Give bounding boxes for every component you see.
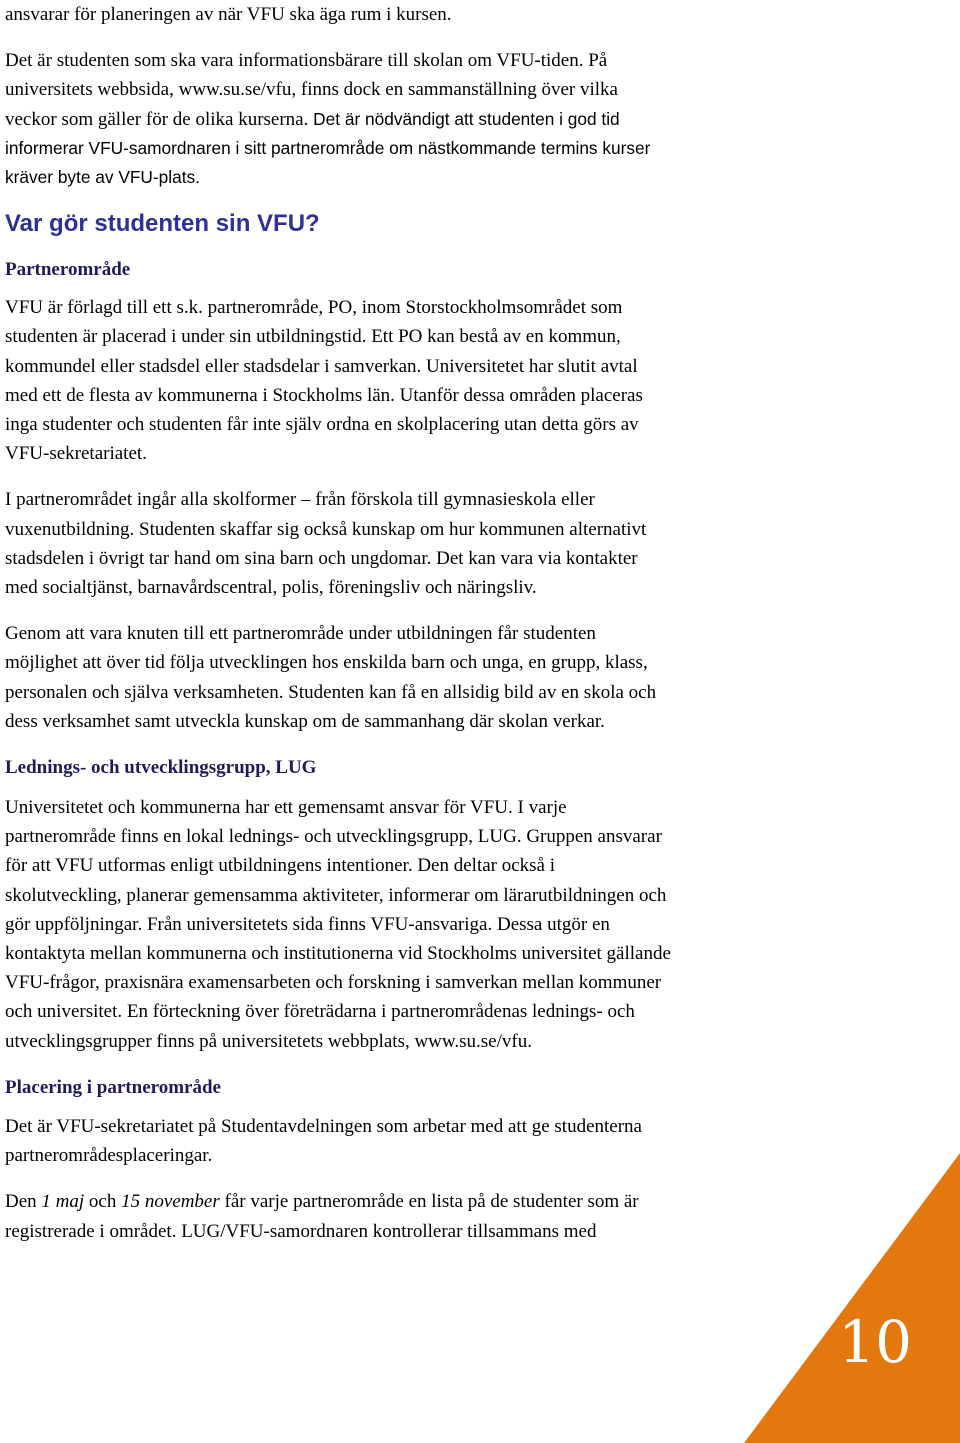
text-line: skolutveckling, planerar gemensamma aktiviteter, informerar om lärarutbildningen och bbox=[5, 884, 667, 906]
text-run: får varje partnerområde en lista på de studenter som är bbox=[219, 1191, 639, 1213]
section-heading: Var gör studenten sin VFU? bbox=[5, 210, 320, 238]
text-line bbox=[5, 105, 745, 134]
text-line: universitets webbsida, www.su.se/vfu, finns dock en sammanställning över vilka bbox=[5, 79, 618, 101]
text-line: möjlighet att över tid följa utvecklingen hos enskilda barn och unga, en grupp, klass, bbox=[5, 652, 648, 674]
text-line: kommundel eller stadsdel eller stadsdelar i samverkan. Universitetet har slutit avtal bbox=[5, 355, 638, 377]
text-line: VFU-frågor, praxisnära examensarbeten och forskning i samverkan mellan kommuner bbox=[5, 972, 662, 994]
text-line: studenten är placerad i under sin utbildningstid. Ett PO kan bestå av en kommun, bbox=[5, 326, 621, 348]
text-line: kontaktyta mellan kommunerna och institutionerna vid Stockholms universitet gällande bbox=[5, 943, 671, 965]
text-line: dess verksamhet samt utveckla kunskap om de sammanhang där skolan verkar. bbox=[5, 710, 605, 732]
paragraph-placering-2 bbox=[5, 1187, 745, 1245]
paragraph-partner-1 bbox=[5, 293, 745, 468]
date-november: 15 november bbox=[121, 1191, 220, 1213]
text-line: Det är studenten som ska vara informationsbärare till skolan om VFU-tiden. På bbox=[5, 50, 608, 72]
corner-triangle-icon bbox=[744, 1153, 960, 1443]
text-line: inga studenter och studenten får inte själv ordna en skolplacering utan detta görs av bbox=[5, 414, 639, 436]
paragraph-vfu-info bbox=[5, 46, 745, 192]
document-page bbox=[5, 0, 745, 1246]
text-line bbox=[5, 1187, 745, 1216]
subheading-placering: Placering i partnerområde bbox=[5, 1076, 221, 1098]
text-line: Det är VFU-sekretariatet på Studentavdelningen som arbetar med att ge studenterna bbox=[5, 1115, 642, 1137]
paragraph-placering-1 bbox=[5, 1112, 745, 1170]
text-line: partnerområde finns en lokal lednings- och utvecklingsgrupp, LUG. Gruppen ansvarar bbox=[5, 826, 662, 848]
text-run-sans: Det är nödvändigt att studenten i god tid bbox=[308, 108, 620, 129]
text-line: vuxenutbildning. Studenten skaffar sig också kunskap om hur kommunen alternativt bbox=[5, 518, 647, 540]
page-corner-decoration bbox=[744, 1153, 960, 1443]
text-line: I partnerområdet ingår alla skolformer – från förskola till gymnasieskola eller bbox=[5, 489, 595, 511]
text-line: stadsdelen i övrigt tar hand om sina barn och ungdomar. Det kan vara via kontakter bbox=[5, 547, 638, 569]
text-line: och universitet. En förteckning över företrädarna i partnerområdenas lednings- och bbox=[5, 1001, 635, 1023]
text-line: partnerområdesplaceringar. bbox=[5, 1145, 213, 1167]
text-line: registrerade i området. LUG/VFU-samordnaren kontrollerar tillsammans med bbox=[5, 1220, 597, 1242]
paragraph-partner-2 bbox=[5, 485, 745, 602]
text-line: gör uppföljningar. Från universitetets sida finns VFU-ansvariga. Dessa utgör en bbox=[5, 913, 610, 935]
text-run: och bbox=[84, 1191, 122, 1213]
subheading-partneromrade: Partnerområde bbox=[5, 259, 131, 281]
subheading-lug: Lednings- och utvecklingsgrupp, LUG bbox=[5, 757, 317, 779]
text-line: VFU-sekretariatet. bbox=[5, 443, 147, 465]
text-line: utvecklingsgrupper finns på universitetets webbplats, www.su.se/vfu. bbox=[5, 1030, 532, 1052]
text-line: Genom att vara knuten till ett partnerområde under utbildningen får studenten bbox=[5, 623, 596, 645]
intro-fragment: ansvarar för planeringen av när VFU ska äga rum i kursen. bbox=[5, 4, 452, 25]
text-line: kräver byte av VFU-plats. bbox=[5, 167, 200, 188]
text-line: för att VFU utformas enligt utbildningens intentioner. Den deltar också i bbox=[5, 855, 556, 877]
text-run: Den bbox=[5, 1191, 42, 1213]
text-line: VFU är förlagd till ett s.k. partnerområde, PO, inom Storstockholmsområdet som bbox=[5, 297, 623, 319]
text-line: med ett de flesta av kommunerna i Stockholms län. Utanför dessa områden placeras bbox=[5, 384, 643, 406]
text-line: personalen och själva verksamheten. Studenten kan få en allsidig bild av en skola och bbox=[5, 681, 657, 703]
text-line: med socialtjänst, barnavårdscentral, polis, föreningsliv och näringsliv. bbox=[5, 577, 537, 599]
paragraph-lug bbox=[5, 793, 745, 1056]
page-number: 10 bbox=[838, 1308, 912, 1376]
paragraph-partner-3 bbox=[5, 619, 745, 736]
text-line: informerar VFU-samordnaren i sitt partnerområde om nästkommande termins kurser bbox=[5, 137, 651, 158]
text-line: Universitetet och kommunerna har ett gemensamt ansvar för VFU. I varje bbox=[5, 797, 567, 819]
date-may: 1 maj bbox=[41, 1191, 85, 1213]
text-run: veckor som gäller för de olika kurserna. bbox=[5, 108, 309, 130]
